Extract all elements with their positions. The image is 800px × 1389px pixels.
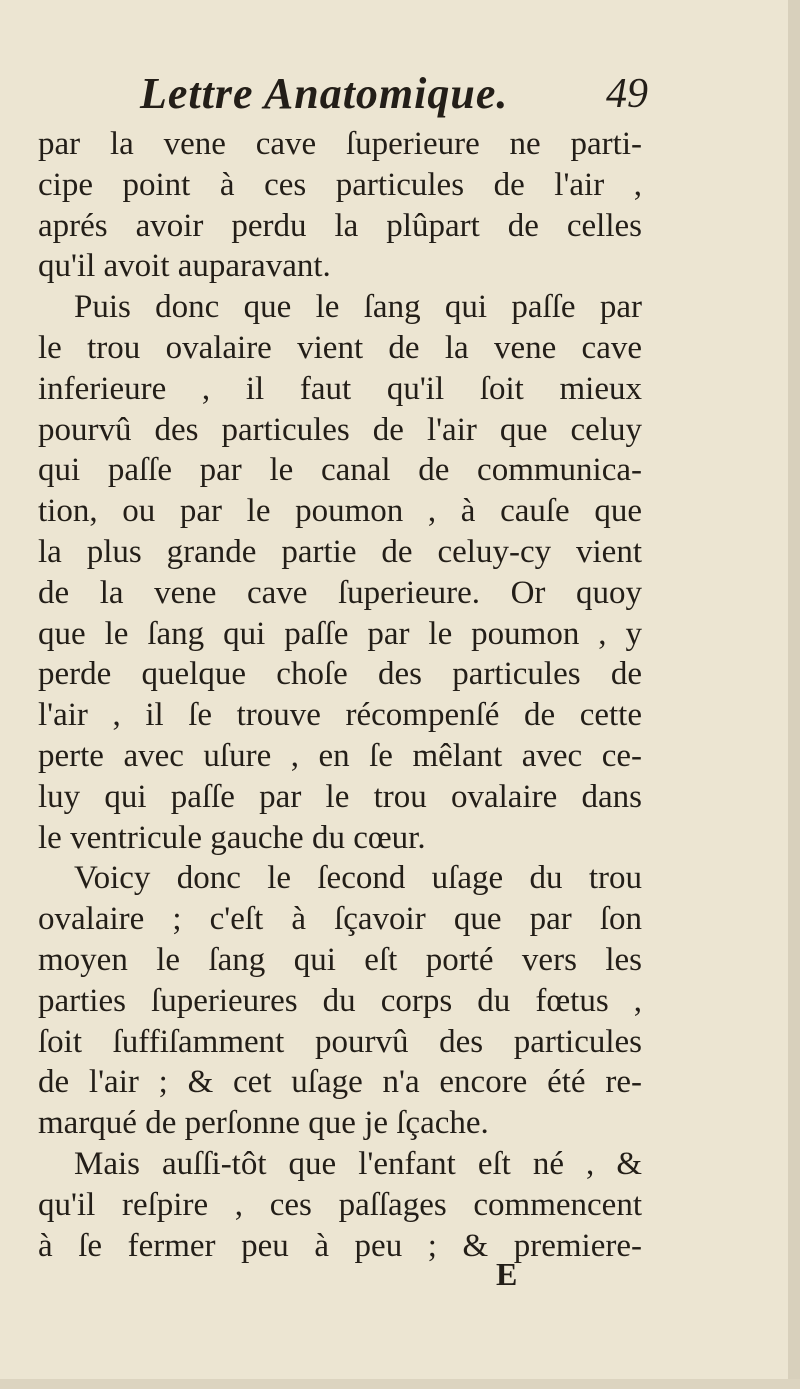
- text-line: de la vene cave ſuperieure. Or quoy: [38, 574, 642, 611]
- text-line: parties ſuperieures du corps du fœtus ,: [38, 982, 642, 1019]
- text-line: aprés avoir perdu la plûpart de celles: [38, 207, 642, 244]
- text-line: de l'air ; & cet uſage n'a encore été re-: [38, 1064, 642, 1101]
- signature-mark: E: [496, 1256, 518, 1292]
- text-line: marqué de perſonne que je ſçache.: [38, 1105, 489, 1142]
- page-edge-shadow: [788, 0, 800, 1389]
- text-line: inferieure , il faut qu'il ſoit mieux: [38, 370, 642, 407]
- text-line: que le ſang qui paſſe par le poumon , y: [38, 615, 642, 652]
- text-line: qu'il avoit auparavant.: [38, 248, 331, 285]
- text-line: cipe point à ces particules de l'air ,: [38, 166, 642, 203]
- text-line: qu'il reſpire , ces paſſages commencent: [38, 1186, 642, 1223]
- paragraph: [38, 287, 642, 858]
- text-line: perte avec uſure , en ſe mêlant avec ce-: [38, 737, 642, 774]
- text-line: tion, ou par le poumon , à cauſe que: [38, 493, 642, 530]
- text-line: par la vene cave ſuperieure ne parti-: [38, 126, 642, 162]
- text-line: Puis donc que le ſang qui paſſe par: [74, 289, 642, 326]
- running-head-title: Lettre Anatomique.: [140, 69, 509, 118]
- text-line: l'air , il ſe trouve récompenſé de cette: [38, 697, 642, 734]
- text-line: luy qui paſſe par le trou ovalaire dans: [38, 778, 642, 815]
- text-line: perde quelque choſe des particules de: [38, 656, 642, 693]
- text-line: Voicy donc le ſecond uſage du trou: [74, 860, 642, 897]
- running-head: [140, 66, 660, 122]
- page-number: 49: [606, 71, 648, 117]
- text-line: Mais auſſi-tôt que l'enfant eſt né , &: [74, 1145, 642, 1182]
- text-line: pourvû des particules de l'air que celuy: [38, 411, 642, 448]
- catchword-row: [38, 1254, 642, 1294]
- text-line: qui paſſe par le canal de communica-: [38, 452, 642, 489]
- paragraph: [38, 124, 642, 287]
- text-line: le trou ovalaire vient de la vene cave: [38, 329, 642, 366]
- page-bottom-edge: [0, 1379, 800, 1389]
- text-line: ſoit ſuffiſamment pourvû des particules: [38, 1023, 642, 1060]
- text-line: ovalaire ; c'eſt à ſçavoir que par ſon: [38, 901, 642, 938]
- text-line: la plus grande partie de celuy-cy vient: [38, 533, 642, 570]
- body-text: [38, 124, 642, 1266]
- paragraph: [38, 1144, 642, 1266]
- text-line: moyen le ſang qui eſt porté vers les: [38, 941, 642, 978]
- text-line: à ſe fermer peu à peu ; & premiere-: [38, 1227, 642, 1264]
- text-line: le ventricule gauche du cœur.: [38, 819, 426, 856]
- paragraph: [38, 858, 642, 1144]
